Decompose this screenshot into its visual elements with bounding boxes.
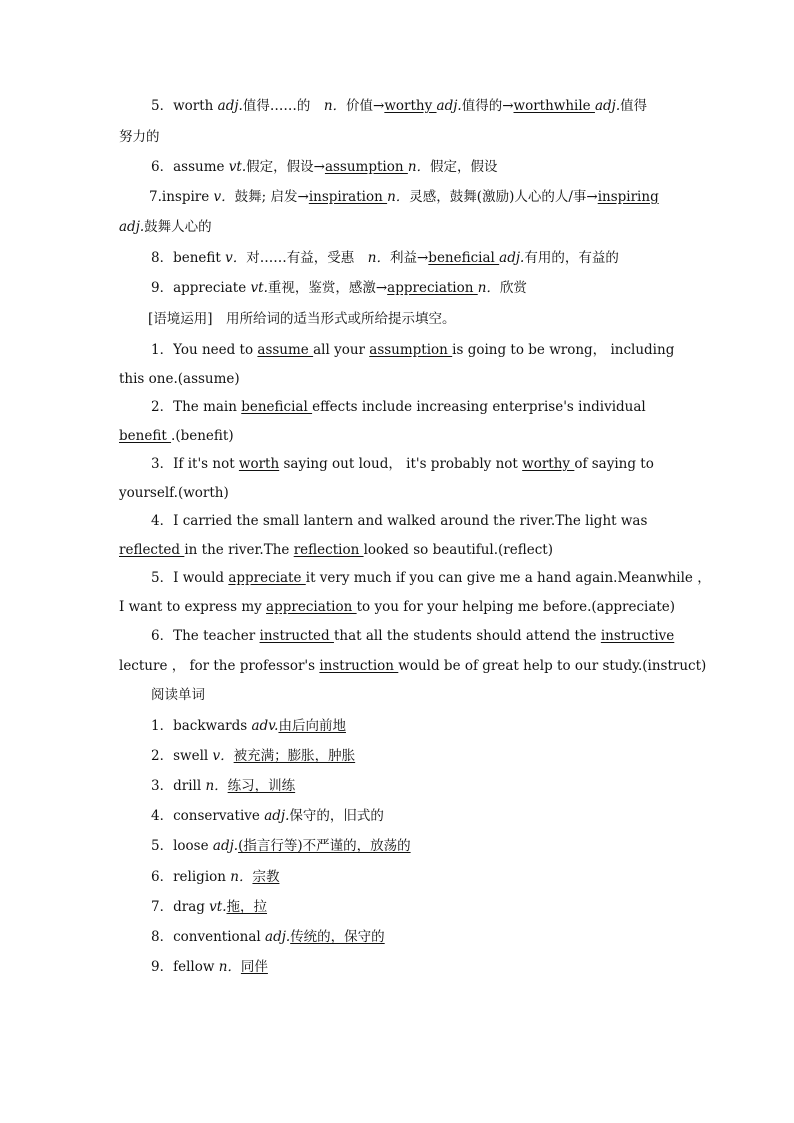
- definition-continued: 鼓舞人心的: [144, 219, 212, 235]
- vocab-entry-9: [151, 278, 711, 298]
- answer-blank: worthy: [522, 456, 575, 472]
- derived-word: inspiration: [308, 189, 388, 205]
- part-of-speech: n．: [218, 959, 241, 975]
- part-of-speech: adj.: [436, 98, 462, 114]
- entry-word: backwards: [173, 718, 252, 734]
- exercise-3-cont: yourself.(worth): [119, 485, 229, 501]
- answer-blank: worth: [238, 456, 280, 472]
- entry-word: drag: [173, 899, 210, 915]
- exercise-3: [151, 454, 711, 474]
- exercise-6: [151, 626, 711, 646]
- entry-word: inspire: [161, 189, 214, 205]
- sentence-text: 2．The main: [151, 399, 242, 415]
- definition: 拖，拉: [226, 899, 268, 915]
- derived-word: worthwhile: [513, 98, 595, 114]
- sentence-text: I want to express my: [119, 599, 267, 615]
- vocab-entry-7: [119, 187, 679, 207]
- exercise-5-cont: [119, 597, 679, 617]
- exercise-4-cont: [119, 540, 679, 560]
- sentence-text: lecture ， for the professor's: [119, 658, 320, 674]
- derived-word: beneficial: [428, 250, 500, 266]
- vocab-entry-5: [151, 96, 711, 116]
- sentence-text: to you for your helping me before.(appreciate): [356, 599, 676, 615]
- exercise-1-cont: this one.(assume): [119, 371, 240, 387]
- vocab-entry-7-cont: [119, 217, 679, 237]
- derived-word: appreciation: [387, 280, 478, 296]
- definition: 保守的，旧式的: [289, 808, 384, 824]
- part-of-speech: adj.: [217, 98, 243, 114]
- reading-entry-2: [151, 746, 711, 766]
- entry-number: 5．: [151, 838, 174, 854]
- entry-word: conservative: [173, 808, 265, 824]
- exercise-2-cont: [119, 426, 679, 446]
- entry-word: appreciate: [173, 280, 251, 296]
- entry-number: 8．: [151, 929, 174, 945]
- entry-number: 4．: [151, 808, 174, 824]
- reading-title: 阅读单词: [151, 687, 205, 703]
- entry-word: benefit: [173, 250, 226, 266]
- entry-number: 3．: [151, 778, 174, 794]
- part-of-speech: adj.: [499, 250, 525, 266]
- part-of-speech: vt.: [250, 280, 268, 296]
- definition: 灵感，鼓舞(激励)人心的人/事→: [409, 189, 598, 205]
- entry-number: 9．: [151, 280, 174, 296]
- entry-word: loose: [173, 838, 213, 854]
- reading-entry-7: [151, 897, 711, 917]
- definition: 利益→: [389, 250, 429, 266]
- sentence-text: all your: [313, 342, 370, 358]
- sentence-text: 5．I would: [151, 570, 229, 586]
- answer-blank: instruction: [319, 658, 399, 674]
- part-of-speech: vt.: [228, 159, 247, 175]
- entry-word: swell: [173, 748, 213, 764]
- part-of-speech: n．: [230, 869, 253, 885]
- entry-number: 5．: [151, 98, 174, 114]
- exercise-6-cont: [119, 656, 707, 676]
- part-of-speech: adj.: [265, 929, 291, 945]
- answer-blank: beneficial: [241, 399, 313, 415]
- definition: 假定，假设: [430, 159, 498, 175]
- derived-word: worthy: [384, 98, 437, 114]
- reading-entry-1: [151, 716, 711, 736]
- answer-blank: assume: [257, 342, 314, 358]
- part-of-speech: adj.: [594, 98, 621, 114]
- entry-number: 6．: [151, 869, 174, 885]
- answer-blank: reflection: [293, 542, 364, 558]
- part-of-speech: n．: [387, 189, 410, 205]
- sentence-text: 6．The teacher: [151, 628, 260, 644]
- definition: 练习，训练: [227, 778, 296, 794]
- definition: 有用的，有益的: [524, 250, 619, 266]
- definition: 值得: [620, 98, 648, 114]
- definition: 重视，鉴赏，感激→: [267, 280, 388, 296]
- sentence-text: effects include increasing enterprise's individual: [312, 399, 646, 415]
- answer-blank: appreciate: [228, 570, 306, 586]
- derived-word: inspiring: [597, 189, 659, 205]
- reading-entry-4: [151, 806, 711, 826]
- answer-blank: instructed: [259, 628, 334, 644]
- definition: 鼓舞; 启发→: [234, 189, 309, 205]
- part-of-speech: n．: [477, 280, 500, 296]
- entry-number: 7.: [149, 189, 162, 205]
- part-of-speech: n．: [323, 98, 347, 114]
- part-of-speech: adj.: [212, 838, 239, 854]
- definition: 对……有益，受惠: [246, 250, 368, 266]
- entry-word: fellow: [173, 959, 219, 975]
- reading-entry-6: [151, 867, 711, 887]
- part-of-speech: adj.: [119, 219, 145, 235]
- entry-number: 2．: [151, 748, 174, 764]
- derived-word: assumption: [324, 159, 408, 175]
- vocab-entry-6: [151, 157, 711, 177]
- definition-continued: 努力的: [119, 129, 160, 145]
- entry-number: 6．: [151, 159, 174, 175]
- reading-entry-5: [151, 836, 711, 856]
- definition: 值得的→: [461, 98, 514, 114]
- definition: 宗教: [252, 869, 280, 885]
- sentence-text: 1．You need to: [151, 342, 258, 358]
- definition: 价值→: [346, 98, 385, 114]
- part-of-speech: v．: [212, 748, 234, 764]
- reading-entry-8: [151, 927, 711, 947]
- entry-word: worth: [173, 98, 218, 114]
- definition: 值得……的: [242, 98, 324, 114]
- exercise-5: [151, 568, 711, 588]
- answer-blank: reflected: [119, 542, 185, 558]
- entry-word: drill: [173, 778, 206, 794]
- exercise-4: 4．I carried the small lantern and walked around the river.The light was: [151, 513, 648, 529]
- exercise-2: [151, 397, 711, 417]
- answer-blank: instructive: [600, 628, 675, 644]
- sentence-text: is going to be wrong， including: [452, 342, 675, 358]
- reading-entry-9: [151, 957, 711, 977]
- part-of-speech: n．: [367, 250, 390, 266]
- vocab-entry-5-cont: [119, 127, 679, 147]
- sentence-text: .(benefit): [171, 428, 234, 444]
- sentence-text: in the river.The: [184, 542, 294, 558]
- part-of-speech: adv.: [251, 718, 279, 734]
- definition: 同伴: [240, 959, 268, 975]
- vocab-entry-8: [151, 248, 711, 268]
- answer-blank: appreciation: [266, 599, 357, 615]
- entry-number: 1．: [151, 718, 174, 734]
- entry-word: conventional: [173, 929, 266, 945]
- sentence-text: of saying to: [574, 456, 654, 472]
- sentence-text: saying out loud， it's probably not: [279, 456, 523, 472]
- definition: 欣赏: [499, 280, 527, 296]
- sentence-text: it very much if you can give me a hand again.Meanwhile ，: [305, 570, 711, 586]
- part-of-speech: n．: [205, 778, 228, 794]
- sentence-text: 3．If it's not: [151, 456, 239, 472]
- part-of-speech: adj.: [264, 808, 290, 824]
- exercise-1: [151, 340, 711, 360]
- definition: 由后向前地: [278, 718, 346, 734]
- entry-word: religion: [173, 869, 231, 885]
- definition: 传统的，保守的: [290, 929, 385, 945]
- reading-entry-3: [151, 776, 711, 796]
- sentence-text: would be of great help to our study.(instruct): [398, 658, 707, 674]
- answer-blank: assumption: [369, 342, 453, 358]
- answer-blank: benefit: [119, 428, 172, 444]
- section-title: [语境运用] 用所给词的适当形式或所给提示填空。: [148, 311, 456, 327]
- definition: 假定，假设→: [246, 159, 325, 175]
- entry-number: 9．: [151, 959, 174, 975]
- sentence-text: looked so beautiful.(reflect): [363, 542, 553, 558]
- part-of-speech: v．: [213, 189, 235, 205]
- definition: 被充满；膨胀，肿胀: [233, 748, 356, 764]
- part-of-speech: vt.: [209, 899, 227, 915]
- sentence-text: that all the students should attend the: [333, 628, 601, 644]
- entry-number: 8．: [151, 250, 174, 266]
- part-of-speech: v．: [225, 250, 247, 266]
- part-of-speech: n．: [407, 159, 431, 175]
- definition: (指言行等)不严谨的，放荡的: [238, 838, 411, 854]
- entry-word: assume: [173, 159, 229, 175]
- entry-number: 7．: [151, 899, 174, 915]
